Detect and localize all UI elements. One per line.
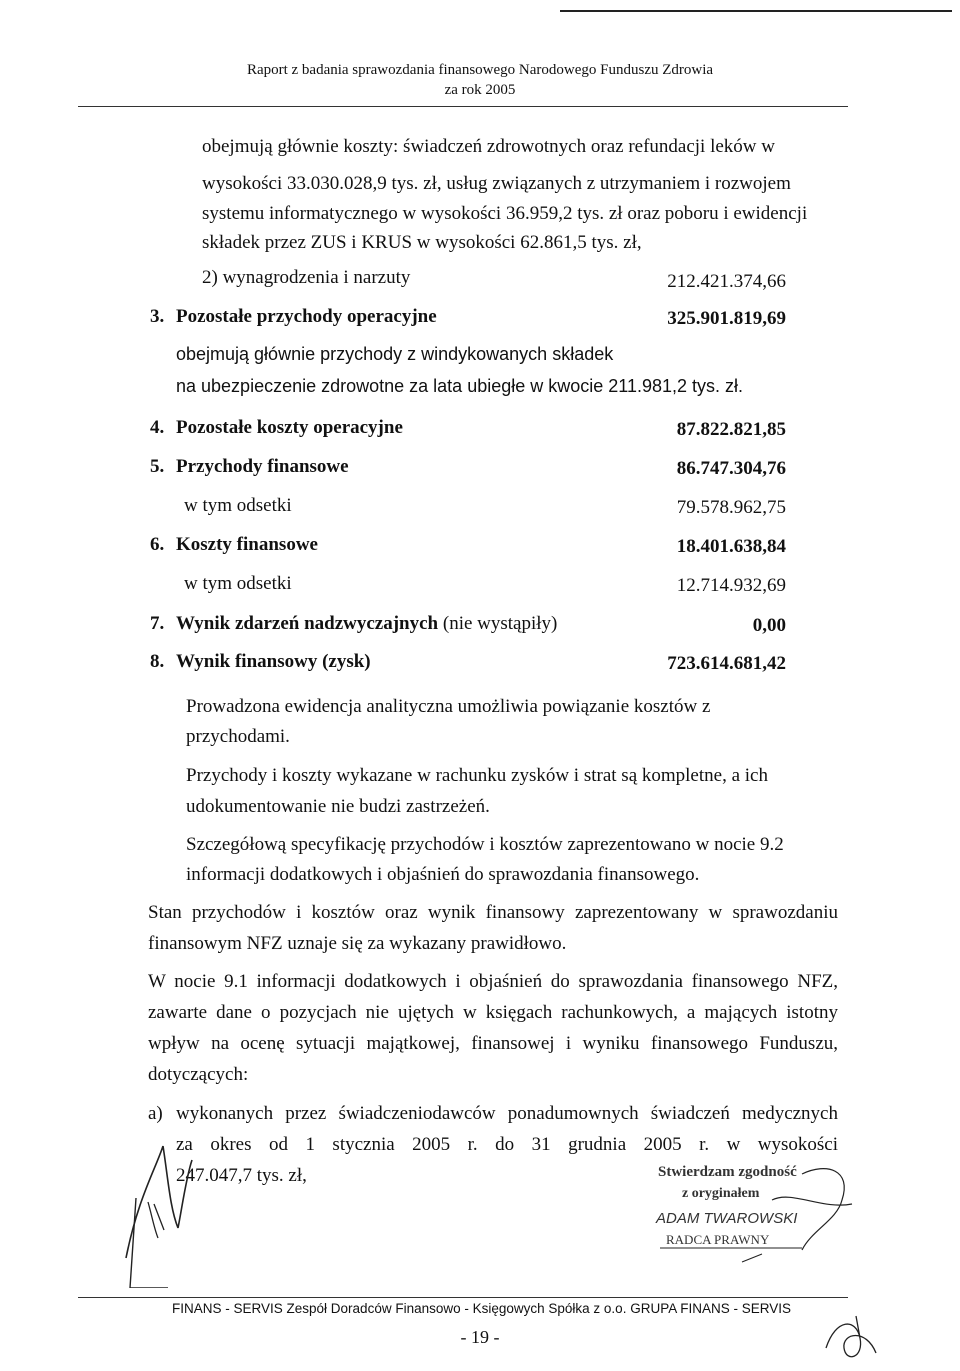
list-a-marker: a) bbox=[148, 1103, 163, 1124]
extraordinary-label: Wynik zdarzeń nadzwyczajnych bbox=[176, 613, 439, 634]
extraordinary-line bbox=[176, 613, 557, 635]
intro-line-3: systemu informatycznego w wysokości 36.959,2 tys. zł oraz poboru i ewidencji bbox=[202, 203, 808, 224]
corner-paraph bbox=[816, 1308, 896, 1368]
fin-costs-interest-value: 12.714.932,69 bbox=[676, 575, 786, 596]
intro-line-2: wysokości 33.030.028,9 tys. zł, usług związanych z utrzymaniem i rozwojem bbox=[202, 173, 791, 194]
item-3-number: 3. bbox=[150, 306, 165, 327]
header-rule bbox=[78, 106, 848, 107]
extraordinary-value: 0,00 bbox=[752, 615, 786, 636]
stamp-line-4: RADCA PRAWNY bbox=[666, 1232, 770, 1247]
p5-line-1: W nocie 9.1 informacji dodatkowych i objaśnień do sprawozdania finansowego NFZ, bbox=[148, 971, 838, 992]
other-revenue-value: 325.901.819,69 bbox=[667, 308, 786, 329]
top-rule bbox=[560, 10, 952, 12]
other-revenue-note-2: na ubezpieczenie zdrowotne za lata ubiegłe w kwocie 211.981,2 tys. zł. bbox=[176, 376, 744, 396]
p2-line-2: udokumentowanie nie budzi zastrzeżeń. bbox=[186, 796, 490, 817]
p1-line-1: Prowadzona ewidencja analityczna umożliwia powiązanie kosztów z bbox=[186, 696, 711, 717]
other-costs-label: Pozostałe koszty operacyjne bbox=[176, 417, 403, 438]
p3-line-1: Szczegółową specyfikację przychodów i kosztów zaprezentowano w nocie 9.2 bbox=[186, 834, 784, 855]
other-revenue-label: Pozostałe przychody operacyjne bbox=[176, 306, 437, 327]
wages-value: 212.421.374,66 bbox=[667, 271, 786, 292]
fin-revenue-interest-value: 79.578.962,75 bbox=[676, 497, 786, 518]
intro-line-4: składek przez ZUS i KRUS w wysokości 62.861,5 tys. zł, bbox=[202, 232, 642, 253]
fin-result-suffix: (zysk) bbox=[317, 651, 371, 672]
header-year: za rok 2005 bbox=[444, 82, 516, 98]
list-a-line-3: 247.047,7 tys. zł, bbox=[176, 1165, 307, 1186]
certification-stamp bbox=[652, 1160, 882, 1280]
fin-result-value: 723.614.681,42 bbox=[667, 653, 786, 674]
fin-costs-value: 18.401.638,84 bbox=[676, 536, 786, 557]
fin-revenue-value: 86.747.304,76 bbox=[676, 458, 786, 479]
intro-line-1: obejmują głównie koszty: świadczeń zdrowotnych oraz refundacji leków w bbox=[202, 136, 775, 157]
other-costs-value: 87.822.821,85 bbox=[676, 419, 786, 440]
extraordinary-suffix: (nie wystąpiły) bbox=[438, 613, 558, 634]
footer-text: FINANS - SERVIS Zespół Doradców Finansowo - Księgowych Spółka z o.o. GRUPA FINANS - SERVIS bbox=[172, 1301, 791, 1316]
stamp-line-1: Stwierdzam zgodność bbox=[658, 1164, 797, 1180]
fin-revenue-interest-label: w tym odsetki bbox=[184, 495, 292, 516]
header-title: Raport z badania sprawozdania finansowego Narodowego Funduszu Zdrowia bbox=[246, 62, 714, 78]
p4-line-2: finansowym NFZ uznaje się za wykazany prawidłowo. bbox=[148, 933, 567, 954]
fin-costs-interest-label: w tym odsetki bbox=[184, 573, 292, 594]
p5-line-2: zawarte dane o pozycjach nie ujętych w księgach rachunkowych, a mających istotny bbox=[148, 1002, 838, 1023]
handwritten-initials bbox=[108, 1138, 218, 1288]
footer-rule bbox=[78, 1297, 848, 1298]
p4-line-1: Stan przychodów i kosztów oraz wynik finansowy zaprezentowany w sprawozdaniu bbox=[148, 902, 838, 923]
fin-revenue-label: Przychody finansowe bbox=[176, 456, 349, 477]
item-7-number: 7. bbox=[150, 613, 165, 634]
stamp-line-2: z oryginałem bbox=[682, 1186, 760, 1201]
page-number: - 19 - bbox=[460, 1327, 500, 1347]
p2-line-1: Przychody i koszty wykazane w rachunku zysków i strat są kompletne, a ich bbox=[186, 765, 768, 786]
list-a-line-2: za okres od 1 stycznia 2005 r. do 31 grudnia 2005 r. w wysokości bbox=[176, 1134, 838, 1155]
wages-label: 2) wynagrodzenia i narzuty bbox=[202, 267, 411, 288]
item-4-number: 4. bbox=[150, 417, 165, 438]
fin-costs-label: Koszty finansowe bbox=[176, 534, 318, 555]
other-revenue-note-1: obejmują głównie przychody z windykowanych składek bbox=[176, 344, 614, 364]
stamp-line-3: ADAM TWAROWSKI bbox=[656, 1210, 798, 1227]
fin-result-label: Wynik finansowy bbox=[176, 651, 318, 672]
p1-line-2: przychodami. bbox=[186, 726, 290, 747]
signature-scribble bbox=[652, 1160, 882, 1280]
p5-line-3: wpływ na ocenę sytuacji majątkowej, finansowej i wyniku finansowego Funduszu, bbox=[148, 1033, 838, 1054]
list-a-line-1: wykonanych przez świadczeniodawców ponadumownych świadczeń medycznych bbox=[176, 1103, 838, 1124]
p5-line-4: dotyczących: bbox=[148, 1064, 249, 1085]
item-8-number: 8. bbox=[150, 651, 165, 672]
fin-result-line bbox=[176, 651, 371, 673]
item-6-number: 6. bbox=[150, 534, 165, 555]
p3-line-2: informacji dodatkowych i objaśnień do sprawozdania finansowego. bbox=[186, 864, 700, 885]
item-5-number: 5. bbox=[150, 456, 165, 477]
